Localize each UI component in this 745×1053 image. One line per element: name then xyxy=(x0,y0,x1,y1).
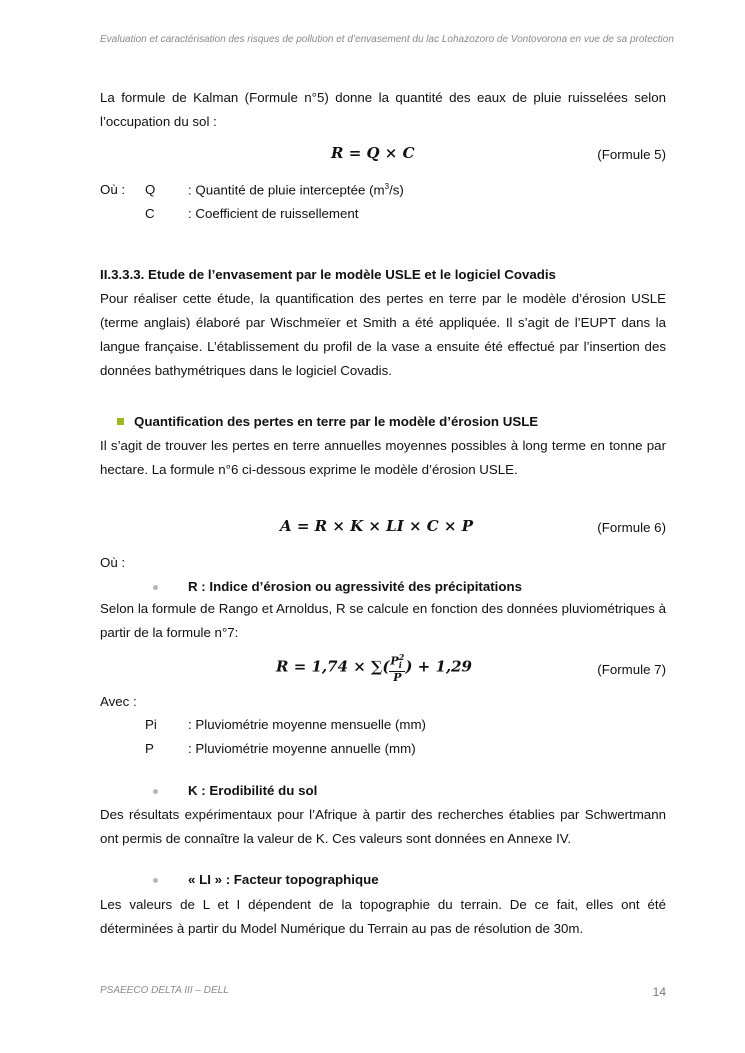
avec-pi-symbol: Pi xyxy=(145,717,157,732)
bullet-k-text: Des résultats expérimentaux pour l’Afrique à partir des recherches établies par Schwertmann ont permis de connaître la valeur de K. Ces valeurs sont données en Annexe IV. xyxy=(100,807,666,846)
definition-q-sup: 3 xyxy=(384,182,390,191)
bullet-li-paragraph xyxy=(100,893,666,941)
square-bullet-icon xyxy=(117,418,124,425)
bullet-li-text: Les valeurs de L et I dépendent de la topographie du terrain. De ce fait, elles ont été déterminées à partir du Model Numérique du Terrain au pas de résolution de 30m. xyxy=(100,897,666,936)
formula-5-label: (Formule 5) xyxy=(597,147,666,162)
formula-5-eq: = xyxy=(343,144,367,162)
formula-5-times: × xyxy=(379,144,403,162)
page-number: 14 xyxy=(652,985,666,999)
section-paragraph xyxy=(100,287,666,383)
bullet-k-heading: K : Erodibilité du sol xyxy=(188,783,318,798)
bullet-r-paragraph xyxy=(100,597,666,645)
formula-7-label: (Formule 7) xyxy=(597,662,666,677)
formula-7-num: P xyxy=(390,654,399,668)
formula-7-denominator: P xyxy=(393,670,402,684)
dot-bullet-icon xyxy=(153,878,158,883)
avec-pi-desc: : Pluviométrie moyenne mensuelle (mm) xyxy=(188,717,426,732)
formula-5-lhs: R xyxy=(331,144,344,162)
formula-6: A = R × K × LI × C × P xyxy=(280,517,473,535)
bullet-k-paragraph xyxy=(100,803,666,851)
formula-7-numerator xyxy=(389,652,405,672)
formula-5-q: Q xyxy=(366,144,380,162)
bullet-r-text: Selon la formule de Rango et Arnoldus, R se calcule en fonction des données pluviométriques à partir de la formule n°7: xyxy=(100,601,666,640)
formula-7-rhs: ) + 1,29 xyxy=(405,657,472,676)
dot-bullet-icon xyxy=(153,789,158,794)
subsection-paragraph xyxy=(100,434,666,482)
dot-bullet-icon xyxy=(153,585,158,590)
formula-5 xyxy=(331,144,415,162)
ou-6: Où : xyxy=(100,555,126,570)
bullet-li-heading: « LI » : Facteur topographique xyxy=(188,872,379,887)
definition-q-desc-pre: : Quantité de pluie interceptée (m xyxy=(188,182,385,198)
avec-label: Avec : xyxy=(100,694,137,709)
formula-6-label: (Formule 6) xyxy=(597,520,666,535)
definition-q-desc xyxy=(188,182,404,197)
formula-7 xyxy=(276,652,472,683)
definition-c-desc: : Coefficient de ruissellement xyxy=(188,206,359,221)
formula-7-lhs: R = 1,74 × ∑( xyxy=(276,657,390,676)
section-text: Pour réaliser cette étude, la quantification des pertes en terre par le modèle d’érosion USLE (terme anglais) élaboré par Wischmeïer et Smith a été appliquée. Il s’agit de l’EUPT dans la langue française. L’établissement du profil de la vase a ensuite été effectué par l’insertion des données bathymétriques dans le logiciel Covadis. xyxy=(100,291,666,378)
definitions-5-ou: Où : xyxy=(100,182,126,197)
formula-7-num-sup: 2 xyxy=(398,652,405,662)
definition-q-desc-post: /s) xyxy=(389,182,404,198)
formula-7-fraction xyxy=(389,652,405,683)
page-header: Evaluation et caractérisation des risques de pollution et d’envasement du lac Lohazozoro de Vontovorona en vue de sa protection xyxy=(100,34,674,45)
definition-q-symbol: Q xyxy=(145,182,156,197)
footer-left: PSAEECO DELTA III – DELL xyxy=(100,985,229,996)
intro-text: La formule de Kalman (Formule n°5) donne la quantité des eaux de pluie ruisselées selon l’occupation du sol : xyxy=(100,90,666,129)
subsection-text: Il s’agit de trouver les pertes en terre annuelles moyennes possibles à long terme en tonne par hectare. La formule n°6 ci-dessous exprime le modèle d’érosion USLE. xyxy=(100,438,666,477)
formula-7-num-sub: i xyxy=(398,659,402,670)
bullet-r-heading: R : Indice d’érosion ou agressivité des précipitations xyxy=(188,579,522,594)
intro-paragraph xyxy=(100,86,666,134)
definition-c-symbol: C xyxy=(145,206,155,221)
avec-p-desc: : Pluviométrie moyenne annuelle (mm) xyxy=(188,741,416,756)
subsection-heading: Quantification des pertes en terre par le modèle d’érosion USLE xyxy=(134,414,539,429)
avec-p-symbol: P xyxy=(145,741,154,756)
formula-5-c: C xyxy=(402,144,415,162)
section-heading: II.3.3.3. Etude de l’envasement par le modèle USLE et le logiciel Covadis xyxy=(100,267,556,282)
